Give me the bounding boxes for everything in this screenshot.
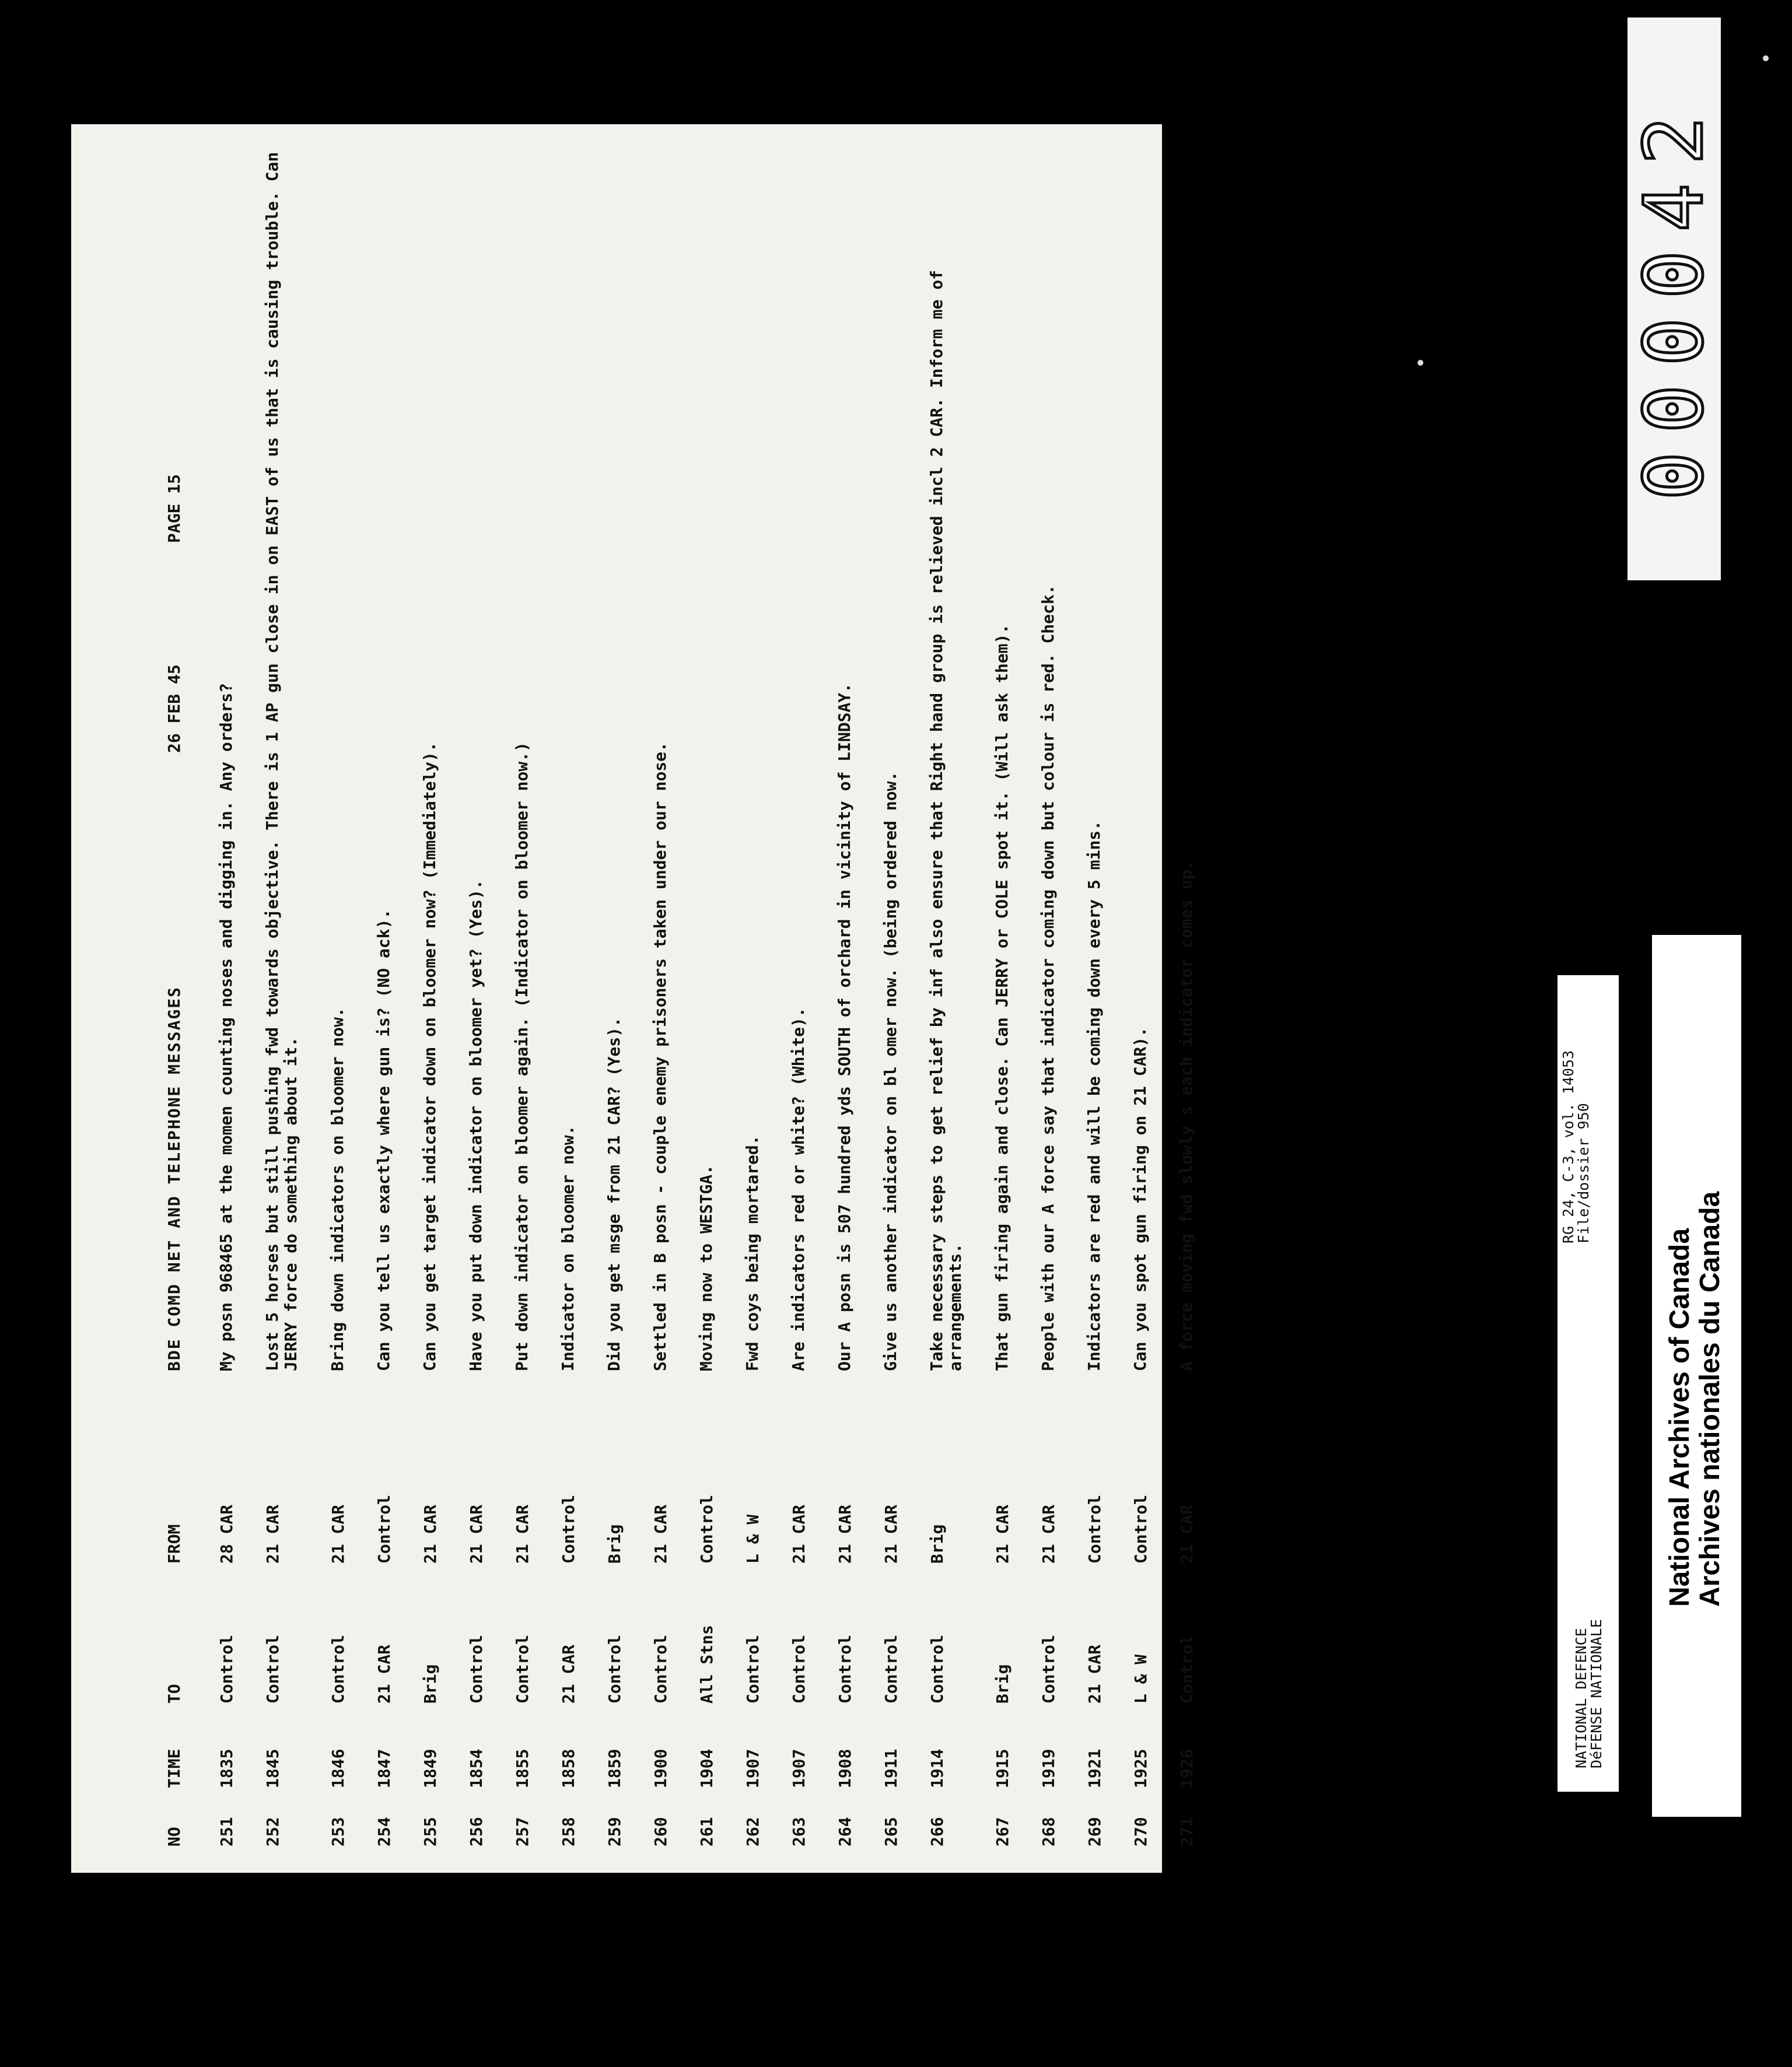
message-from: Control xyxy=(374,1494,394,1564)
message-text: Can you get target indicator down on bloomer now? (Immediately). xyxy=(420,742,439,1371)
message-text: Can you tell us exactly where gun is? (NO ack). xyxy=(374,909,393,1371)
message-no: 261 xyxy=(697,1817,716,1847)
message-from: 21 CAR xyxy=(1039,1504,1058,1564)
message-no: 260 xyxy=(651,1817,670,1847)
message-to: Control xyxy=(513,1634,532,1704)
header-no: NO xyxy=(164,1827,184,1847)
message-from: 21 CAR xyxy=(993,1504,1012,1564)
message-text: Can you spot gun firing on 21 CAR). xyxy=(1130,1027,1150,1371)
message-to: 21 CAR xyxy=(374,1644,394,1704)
message-to: Control xyxy=(1177,1634,1196,1704)
ref-line-4: File/dossier 950 xyxy=(1575,1103,1592,1243)
archives-line-fr: Archives nationales du Canada xyxy=(1695,1191,1726,1607)
message-no: 256 xyxy=(467,1817,486,1847)
message-time: 1907 xyxy=(789,1749,808,1788)
message-to: Control xyxy=(881,1634,901,1704)
ref-line-1: NATIONAL DEFENCE xyxy=(1573,1628,1590,1768)
message-from: Control xyxy=(1131,1494,1150,1564)
message-no: 258 xyxy=(559,1817,578,1847)
page-stamp xyxy=(1628,17,1721,580)
message-from: 21 CAR xyxy=(881,1504,901,1564)
message-to: 21 CAR xyxy=(559,1644,578,1704)
message-row xyxy=(651,124,686,1873)
ref-line-3: RG 24, C-3, vol. 14053 xyxy=(1560,1050,1577,1243)
message-time: 1919 xyxy=(1039,1749,1058,1788)
message-from: Control xyxy=(559,1494,578,1564)
message-to: Control xyxy=(263,1634,282,1704)
message-from: 21 CAR xyxy=(467,1504,486,1564)
column-header-row xyxy=(164,124,188,1873)
message-text: Put down indicator on bloomer again. (Indicator on bloomer now.) xyxy=(512,742,531,1371)
message-row xyxy=(1131,124,1166,1873)
message-time: 1849 xyxy=(421,1749,440,1788)
page-number: PAGE 15 xyxy=(164,474,184,543)
message-time: 1926 xyxy=(1177,1749,1196,1788)
message-time: 1835 xyxy=(217,1749,236,1788)
message-time: 1914 xyxy=(928,1749,947,1788)
message-row xyxy=(263,124,298,1873)
message-no: 271 xyxy=(1177,1817,1196,1847)
message-time: 1846 xyxy=(328,1749,348,1788)
message-to: Control xyxy=(789,1634,808,1704)
message-time: 1900 xyxy=(651,1749,670,1788)
message-no: 268 xyxy=(1039,1817,1058,1847)
message-no: 253 xyxy=(328,1817,348,1847)
message-time: 1854 xyxy=(467,1749,486,1788)
message-to: Control xyxy=(928,1634,947,1704)
header-to: TO xyxy=(164,1684,184,1704)
message-row xyxy=(374,124,410,1873)
message-time: 1907 xyxy=(743,1749,762,1788)
message-text: Settled in B posn - couple enemy prisoners taken under our nose. xyxy=(650,742,670,1371)
message-from: Control xyxy=(1085,1494,1104,1564)
ref-line-2: DéFENSE NATIONALE xyxy=(1588,1619,1605,1768)
message-from: L & W xyxy=(743,1514,762,1564)
archives-line-en: National Archives of Canada xyxy=(1664,1228,1695,1607)
message-no: 255 xyxy=(421,1817,440,1847)
message-row xyxy=(467,124,502,1873)
message-time: 1908 xyxy=(835,1749,855,1788)
message-from: 21 CAR xyxy=(263,1504,282,1564)
message-to: Brig xyxy=(421,1664,440,1704)
message-row xyxy=(559,124,594,1873)
message-no: 257 xyxy=(513,1817,532,1847)
message-from: Control xyxy=(697,1494,716,1564)
message-to: Control xyxy=(328,1634,348,1704)
message-row xyxy=(993,124,1028,1873)
message-no: 262 xyxy=(743,1817,762,1847)
message-row xyxy=(697,124,732,1873)
message-time: 1847 xyxy=(374,1749,394,1788)
message-row xyxy=(1085,124,1120,1873)
message-log-sheet xyxy=(71,124,1196,1873)
message-time: 1845 xyxy=(263,1749,282,1788)
message-row xyxy=(1039,124,1074,1873)
message-text: Indicator on bloomer now. xyxy=(558,1125,578,1371)
message-to: All Stns xyxy=(697,1625,716,1704)
dust-speck xyxy=(1763,55,1769,61)
message-row xyxy=(789,124,824,1873)
message-from: 21 CAR xyxy=(421,1504,440,1564)
message-row xyxy=(835,124,870,1873)
message-log-page xyxy=(71,124,1196,1873)
message-from: Brig xyxy=(928,1524,947,1564)
dust-speck xyxy=(1418,360,1423,366)
message-from: 21 CAR xyxy=(1177,1504,1196,1564)
punch-hole xyxy=(224,1894,280,1950)
message-text: Bring down indicators on bloomer now. xyxy=(328,1007,347,1371)
reference-label xyxy=(1558,975,1619,1792)
message-to: Control xyxy=(467,1634,486,1704)
message-from: 21 CAR xyxy=(328,1504,348,1564)
page-title: BDE COMD NET AND TELEPHONE MESSAGES xyxy=(164,986,184,1371)
message-time: 1925 xyxy=(1131,1749,1150,1788)
message-no: 263 xyxy=(789,1817,808,1847)
page-date: 26 FEB 45 xyxy=(164,664,184,753)
message-no: 265 xyxy=(881,1817,901,1847)
message-text: Are indicators red or white? (White). xyxy=(789,1007,808,1371)
message-to: Control xyxy=(743,1634,762,1704)
message-time: 1858 xyxy=(559,1749,578,1788)
header-time: TIME xyxy=(164,1749,184,1788)
message-text: Have you put down indicator on bloomer yet? (Yes). xyxy=(466,880,485,1371)
message-no: 269 xyxy=(1085,1817,1104,1847)
message-to: Control xyxy=(651,1634,670,1704)
message-to: 21 CAR xyxy=(1085,1644,1104,1704)
message-no: 267 xyxy=(993,1817,1012,1847)
message-row xyxy=(513,124,548,1873)
message-text: Fwd coys being mortared. xyxy=(743,1135,762,1371)
message-row xyxy=(881,124,916,1873)
message-row xyxy=(743,124,778,1873)
message-text: Moving now to WESTGA. xyxy=(696,1164,716,1371)
message-from: 21 CAR xyxy=(835,1504,855,1564)
message-time: 1859 xyxy=(605,1749,624,1788)
message-no: 266 xyxy=(928,1817,947,1847)
message-text: Our A posn is 507 hundred yds SOUTH of orchard in vicinity of LINDSAY. xyxy=(835,682,854,1371)
message-from: 21 CAR xyxy=(651,1504,670,1564)
message-row xyxy=(1177,124,1212,1873)
message-row xyxy=(328,124,363,1873)
message-no: 252 xyxy=(263,1817,282,1847)
message-text: A force moving fwd slowly s each indicator comes up. xyxy=(1177,860,1196,1371)
header-from: FROM xyxy=(164,1524,184,1564)
message-row xyxy=(928,124,963,1873)
message-from: Brig xyxy=(605,1524,624,1564)
message-to: L & W xyxy=(1131,1654,1150,1704)
message-to: Control xyxy=(835,1634,855,1704)
message-row xyxy=(605,124,640,1873)
message-text: Take necessary steps to get relief by inf also ensure that Right hand group is relieved incl 2 CAR. Inform me of arrangements. xyxy=(927,269,965,1371)
message-no: 259 xyxy=(605,1817,624,1847)
message-time: 1904 xyxy=(697,1749,716,1788)
message-text: Did you get msge from 21 CAR? (Yes). xyxy=(604,1017,624,1371)
message-from: 28 CAR xyxy=(217,1504,236,1564)
message-to: Brig xyxy=(993,1664,1012,1704)
message-no: 251 xyxy=(217,1817,236,1847)
stamp-number: 000042 xyxy=(1627,97,1721,500)
message-text: My posn 968465 at the momen counting noses and digging in. Any orders? xyxy=(216,682,236,1371)
message-text: People with our A force say that indicator coming down but colour is red. Check. xyxy=(1038,584,1058,1371)
message-text: That gun firing again and close. Can JERRY or COLE spot it. (Will ask them). xyxy=(992,623,1012,1371)
message-time: 1921 xyxy=(1085,1749,1104,1788)
message-text: Lost 5 horses but still pushing fwd towards objective. There is 1 AP gun close in on EAST of us that is causing trouble. Can JERRY force do something about it. xyxy=(262,152,300,1371)
archives-label xyxy=(1652,935,1741,1817)
message-from: 21 CAR xyxy=(513,1504,532,1564)
message-no: 254 xyxy=(374,1817,394,1847)
message-time: 1915 xyxy=(993,1749,1012,1788)
message-time: 1855 xyxy=(513,1749,532,1788)
message-time: 1911 xyxy=(881,1749,901,1788)
message-row xyxy=(421,124,456,1873)
message-no: 264 xyxy=(835,1817,855,1847)
message-to: Control xyxy=(1039,1634,1058,1704)
message-to: Control xyxy=(217,1634,236,1704)
message-no: 270 xyxy=(1131,1817,1150,1847)
message-from: 21 CAR xyxy=(789,1504,808,1564)
message-to: Control xyxy=(605,1634,624,1704)
message-text: Indicators are red and will be coming down every 5 mins. xyxy=(1084,820,1104,1371)
message-text: Give us another indicator on bl omer now. (being ordered now. xyxy=(881,771,900,1371)
message-row xyxy=(217,124,252,1873)
